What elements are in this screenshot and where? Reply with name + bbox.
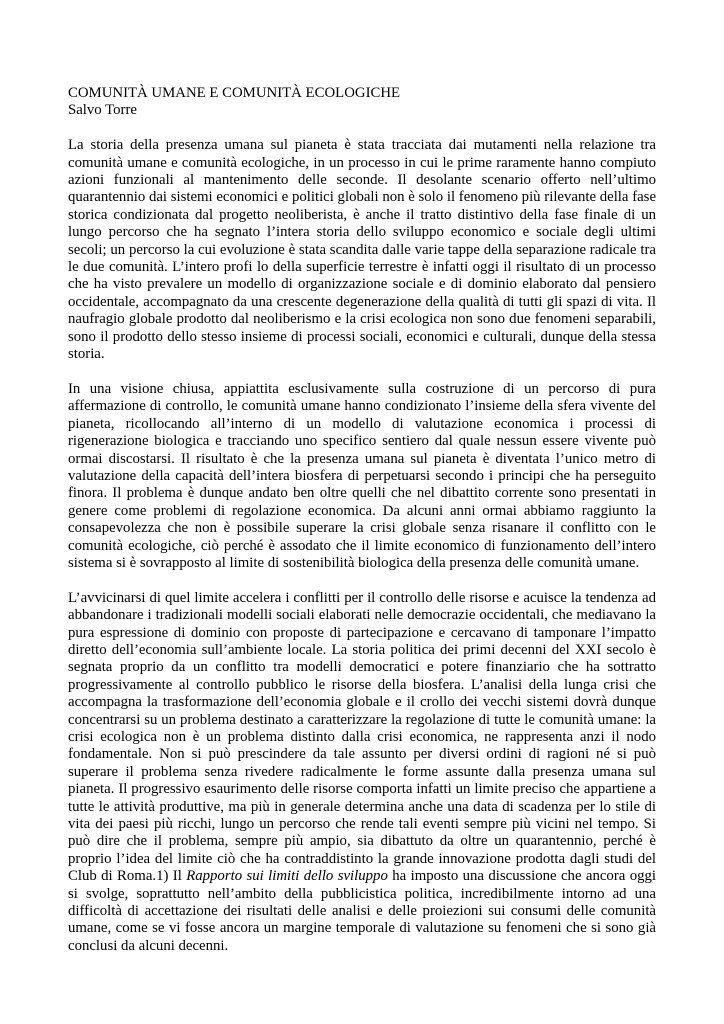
paragraph-3-text-before-book-title: L’avvicinarsi di quel limite accelera i conflitti per il controllo delle risorse e acuisce la tendenza ad abbandonare i tradizionali modelli sociali elaborati nelle democrazie occidentali, che mediavano la pura espressione di dominio con proposte di partecipazione e cercavano di tamponare l’impatto diretto dell’economia sull’ambiente locale. La storia politica dei primi decenni del XXI secolo è segnata proprio da un conflitto tra modelli democratici e potere finanziario che ha sottratto progressivamente al controllo pubblico le risorse della biosfera. L’analisi della lunga crisi che accompagna la trasformazione dell’economia globale e il crollo dei vecchi sistemi dovrà dunque concentrarsi su un problema destinato a caratterizzare la regolazione di tutte le comunità umane: la crisi ecologica non è un problema distinto dalla crisi economica, ne rappresenta anzi il nodo fondamentale. Non si può prescindere da tale assunto per diversi ordini di ragioni né si può superare il problema senza rivedere radicalmente le forme assunte dalla presenza umana sul pianeta. Il progressivo esaurimento delle risorse comporta infatti un limite preciso che appartiene a tutte le attività produttive, ma più in generale determina anche una data di scadenza per lo stile di vita dei paesi più ricchi, lungo un percorso che rende tali eventi sempre più vicini nel tempo. Si può dire che il problema, sempre più ampio, sia dibattuto da oltre un quarantennio, perché è proprio l’idea del limite ciò che ha contraddistinto la grande innovazione prodotta dagli studi del Club di Roma.1) Il <box>68 589 656 885</box>
paragraph-1 <box>68 137 656 363</box>
author-line: Salvo Torre <box>68 102 137 119</box>
book-title-italic: Rapporto sui limiti dello sviluppo <box>186 868 388 885</box>
paragraph-3-text-after-book-title: ha imposto una discussione che ancora oggi si svolge, soprattutto nell’ambito della pubblicistica politica, incredibilmente intorno ad una difficoltà di accettazione dei risultati delle analisi e delle proiezioni sui consumi delle comunità umane, come se vi fosse ancora un margine temporale di valutazione su fenomeni che si sono già conclusi da alcuni decenni. <box>68 868 657 954</box>
paragraph-3 <box>68 590 656 956</box>
paragraph-2-text: In una visione chiusa, appiattita esclusivamente sulla costruzione di un percorso di pura affermazione di controllo, le comunità umane hanno condizionato l’insieme della sfera vivente del pianeta, ricollocando all’interno di un modello di valutazione economica i processi di rigenerazione biologica e tracciando uno specifico sentiero dal quale nessun essere vivente può ormai discostarsi. Il risultato è che la presenza umana sul pianeta è diventata l’unico metro di valutazione della capacità dell’intera biosfera di perpetuarsi secondo i principi che ha perseguito finora. Il problema è dunque andato ben oltre quelli che nel dibattito corrente sono presentati in genere come problemi di regolazione economica. Da alcuni anni ormai abbiamo raggiunto la consapevolezza che non è possibile superare la crisi globale senza risanare il conflitto con le comunità ecologiche, ciò perché è assodato che il limite economico di funzionamento dell’intero sistema si è sovrapposto al limite di sostenibilità biologica della presenza delle comunità umane. <box>68 380 656 571</box>
page-title: COMUNITÀ UMANE E COMUNITÀ ECOLOGICHE <box>68 85 401 101</box>
paragraph-2 <box>68 381 656 572</box>
paragraph-1-text: La storia della presenza umana sul pianeta è stata tracciata dai mutamenti nella relazione tra comunità umane e comunità ecologiche, in un processo in cui le prime raramente hanno compiuto azioni funzionali al mantenimento delle seconde. Il desolante scenario offerto nell’ultimo quarantennio dai sistemi economici e politici globali non è solo il fenomeno più rilevante della fase storica condizionata dal progetto neoliberista, è anche il tratto distintivo della fase finale di un lungo percorso che ha segnato l’intera storia dello sviluppo economico e sociale degli ultimi secoli; un percorso la cui evoluzione è stata scandita dalle varie tappe della separazione radicale tra le due comunità. L’intero profi lo della superficie terrestre è infatti oggi il risultato di un processo che ha visto prevalere un modello di organizzazione sociale e di dominio elaborato dal pensiero occidentale, accompagnato da una crescente degenerazione della qualità di tutti gli spazi di vita. Il naufragio globale prodotto dal neoliberismo e la crisi ecologica non sono due fenomeni separabili, sono il prodotto dello stesso insieme di processi sociali, economici e culturali, dunque della stessa storia. <box>68 137 657 363</box>
